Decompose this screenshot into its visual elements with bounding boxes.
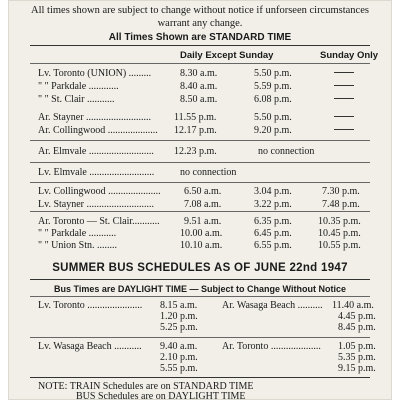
row-time-1: 10.00 a.m. — [180, 228, 223, 239]
row-time-2: 5.59 p.m. — [254, 81, 292, 92]
row-time-1: 7.08 a.m. — [184, 199, 222, 210]
table-row — [8, 146, 392, 158]
bus-time: 5.55 p.m. — [160, 363, 198, 374]
row-time-3: 10.45 p.m. — [318, 228, 361, 239]
bus-time: 2.10 p.m. — [160, 352, 198, 363]
row-time-2: 6.55 p.m. — [254, 240, 292, 251]
bus-origin: Lv. Toronto ...................... — [38, 300, 143, 311]
dash-mark — [334, 94, 354, 106]
row-time-2: no connection — [258, 146, 315, 157]
dash-mark — [334, 81, 354, 93]
table-row — [8, 81, 392, 93]
row-station: Ar. Stayner .......................... — [38, 112, 152, 123]
divider — [30, 211, 370, 212]
row-time-2: 3.22 p.m. — [254, 199, 292, 210]
table-row — [8, 68, 392, 80]
row-station: " " Parkdale ............ — [38, 81, 119, 92]
note-bus: BUS Schedules are on DAYLIGHT TIME — [76, 391, 246, 400]
bus-destination: Ar. Wasaga Beach .......... — [222, 300, 323, 311]
row-time-1: 12.17 p.m. — [174, 125, 217, 136]
row-time-1: 6.50 a.m. — [184, 186, 222, 197]
table-row — [8, 186, 392, 198]
bus-schedule-subtitle: Bus Times are DAYLIGHT TIME — Subject to Change Without Notice — [54, 284, 346, 294]
bus-time: 9.40 a.m. — [160, 341, 198, 352]
col-daily-header: Daily Except Sunday — [180, 50, 274, 61]
table-row — [8, 125, 392, 137]
divider — [30, 140, 370, 141]
row-time-2: 9.20 p.m. — [254, 125, 292, 136]
row-time-1: 10.10 a.m. — [180, 240, 223, 251]
notice-line-1: All times shown are subject to change without notice if unforseen circumstances — [31, 5, 369, 16]
row-time-2: 3.04 p.m. — [254, 186, 292, 197]
table-row — [8, 199, 392, 211]
bus-destination: Ar. Toronto .................... — [222, 341, 321, 352]
row-time-3: 7.48 p.m. — [322, 199, 360, 210]
row-time-1: 8.30 a.m. — [180, 68, 218, 79]
timetable-page — [8, 0, 392, 400]
bus-time: 1.20 p.m. — [160, 311, 198, 322]
dash-mark — [334, 125, 354, 137]
divider — [30, 377, 370, 378]
row-time-1: 8.50 a.m. — [180, 94, 218, 105]
table-row — [8, 216, 392, 228]
divider — [30, 279, 370, 280]
row-time-2: 6.08 p.m. — [254, 94, 292, 105]
divider — [30, 337, 370, 338]
divider — [30, 162, 370, 163]
bus-origin: Lv. Wasaga Beach ........... — [38, 341, 142, 352]
table-row — [8, 94, 392, 106]
row-station: Lv. Stayner ........................... — [38, 199, 155, 210]
bus-time: 8.45 p.m. — [338, 322, 376, 333]
row-station: Ar. Collingwood .................... — [38, 125, 158, 136]
row-time-2: 5.50 p.m. — [254, 68, 292, 79]
bus-time: 5.25 p.m. — [160, 322, 198, 333]
dash-mark — [334, 68, 354, 80]
row-time-1: 8.40 a.m. — [180, 81, 218, 92]
divider — [30, 63, 370, 64]
row-station: Ar. Toronto — St. Clair........... — [38, 216, 160, 227]
bus-time: 11.40 a.m. — [332, 300, 374, 311]
bus-row — [8, 363, 392, 375]
row-station: " " Union Stn. ........ — [38, 240, 118, 251]
row-time-2: 5.50 p.m. — [254, 112, 292, 123]
divider — [30, 45, 370, 46]
row-station: Lv. Elmvale .......................... — [38, 167, 155, 178]
dash-mark — [334, 112, 354, 124]
notice-line-2: warrant any change. — [157, 18, 243, 29]
bus-time: 9.15 p.m. — [338, 363, 376, 374]
table-row — [8, 112, 392, 124]
standard-time-heading: All Times Shown are STANDARD TIME — [108, 32, 292, 43]
bus-time: 5.35 p.m. — [338, 352, 376, 363]
row-station: Ar. Elmvale .......................... — [38, 146, 154, 157]
table-row — [8, 167, 392, 179]
row-time-3: 10.35 p.m. — [318, 216, 361, 227]
bus-time: 1.05 p.m. — [338, 341, 376, 352]
bus-schedule-title: SUMMER BUS SCHEDULES AS OF JUNE 22nd 1947 — [52, 262, 348, 274]
row-station: Lv. Collingwood ..................... — [38, 186, 161, 197]
divider — [30, 296, 370, 297]
row-station: " " St. Clair ........... — [38, 94, 115, 105]
note-train: NOTE: TRAIN Schedules are on STANDARD TIME — [38, 381, 254, 392]
bus-row — [8, 322, 392, 334]
bus-time: 4.45 p.m. — [338, 311, 376, 322]
row-time-3: 7.30 p.m. — [322, 186, 360, 197]
row-time-1: 11.55 p.m. — [174, 112, 217, 123]
row-station: " " Parkdale ........... — [38, 228, 117, 239]
table-row — [8, 240, 392, 252]
col-sunday-header: Sunday Only — [320, 50, 379, 61]
row-time-1: 9.51 a.m. — [184, 216, 222, 227]
table-row — [8, 228, 392, 240]
bus-time: 8.15 a.m. — [160, 300, 198, 311]
row-time-1: 12.23 p.m. — [174, 146, 217, 157]
row-station: Lv. Toronto (UNION) ......... — [38, 68, 152, 79]
row-time-2: 6.45 p.m. — [254, 228, 292, 239]
row-time-2: 6.35 p.m. — [254, 216, 292, 227]
row-time-1: no connection — [180, 167, 237, 178]
row-time-3: 10.55 p.m. — [318, 240, 361, 251]
divider — [30, 182, 370, 183]
